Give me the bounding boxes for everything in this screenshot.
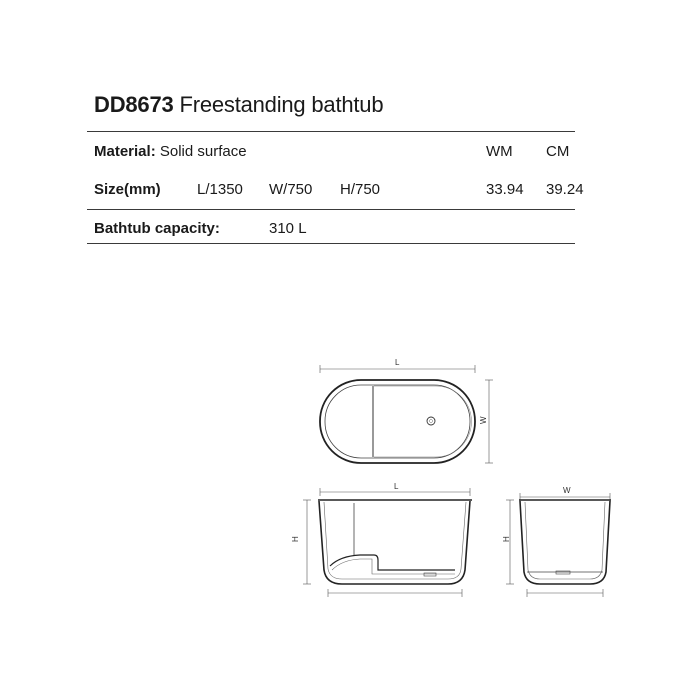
wm-header: WM xyxy=(486,143,513,160)
capacity-label: Bathtub capacity: xyxy=(94,220,220,237)
material-label: Material: xyxy=(94,143,156,160)
side-view-width-label: W xyxy=(563,486,571,495)
size-length: L/1350 xyxy=(197,181,243,198)
cm-header: CM xyxy=(546,143,570,160)
size-width: W/750 xyxy=(269,181,313,198)
cm-value: 39.24 xyxy=(546,181,584,198)
front-view-length-label: L xyxy=(394,482,399,491)
model-code: DD8673 xyxy=(94,92,174,117)
front-view-height-label: H xyxy=(291,536,300,542)
product-name: Freestanding bathtub xyxy=(179,92,384,117)
material-value: Solid surface xyxy=(159,143,247,160)
front-view-drawing xyxy=(291,482,472,597)
size-label: Size(mm) xyxy=(94,181,161,198)
top-view-width-label: W xyxy=(479,416,488,424)
capacity-value: 310 L xyxy=(269,220,307,237)
side-view-drawing xyxy=(502,486,611,597)
wm-value: 33.94 xyxy=(486,181,524,198)
top-view-length-label: L xyxy=(395,358,400,367)
side-view-height-label: H xyxy=(502,536,511,542)
size-height: H/750 xyxy=(340,181,381,198)
top-view-drawing xyxy=(320,358,493,463)
